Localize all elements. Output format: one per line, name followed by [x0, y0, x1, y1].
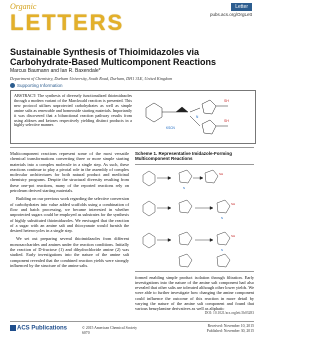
abstract-box: [10, 90, 256, 144]
body-paragraph: formed enabling simple product isolation through filtration. Early investigations into the nature of the amine salt component had also revealed that other salts are tolerated although other lower yields. We were able to further investigate how changing the amine component could influence the outcome of this reaction in more detail by varying the nature of the amine salt component and found that various benzylamine derivatives as well as aliphatic: [135, 274, 255, 312]
svg-text:SH: SH: [219, 171, 224, 176]
abstract-graphic: [136, 94, 252, 140]
svg-text:SH: SH: [224, 99, 229, 103]
doi-link[interactable]: DOI: 10.1021/acs.orglett.5b03283: [204, 311, 254, 315]
publisher-name: ACS Publications: [17, 325, 68, 332]
svg-text:SH: SH: [231, 201, 236, 206]
author-affiliation: Department of Chemistry, Durham University, South Road, Durham, DH1 3LE, United Kingdom: [10, 76, 173, 81]
svg-text:KSCN: KSCN: [166, 126, 175, 130]
svg-text:N: N: [221, 215, 224, 220]
received-date: Received: November 10, 2015: [207, 324, 254, 328]
published-date: Published: November 30, 2015: [206, 328, 254, 333]
svg-text:N: N: [221, 247, 224, 252]
acs-logo-icon: [10, 325, 16, 331]
article-authors: Marcus Baumann and Ian R. Baxendale*: [10, 68, 101, 74]
article-type-badge: Letter: [231, 3, 252, 11]
received-dates: [207, 324, 254, 333]
svg-text:N: N: [183, 185, 186, 190]
body-left-column: [10, 151, 129, 271]
svg-text:N: N: [196, 115, 199, 119]
article-title: Sustainable Synthesis of Thioimidazoles via Carbohydrate-Based Multicomponent Reactions: [10, 47, 217, 67]
footer-divider: [10, 321, 254, 322]
body-right-column: [135, 151, 254, 312]
body-paragraph: Multicomponent reactions represent some of the most versatile chemical transformations converting three or more simple starting materials into a complex molecule in a single step. As such, these reactions continue to play a pivotal role in the assembly of complex molecular architectures for both natural product and medicinal chemistry programs. Despite the structural diversity resulting from these one-pot reactions, many of the reported reactions rely on petroleum derived starting materials.: [10, 151, 129, 194]
supporting-info-link[interactable]: [10, 83, 63, 88]
journal-logo: LETTERS: [10, 10, 125, 35]
scheme-figure: [135, 164, 254, 272]
info-icon: [10, 83, 15, 88]
body-paragraph: Building on our previous work regarding the selective conversion of carbohydrates into value added scaffolds using a combination of flow and batch processing, we became interested in whether unprotected sugars could be employed as substrates for the synthesis of highly substituted thioimidazoles. We envisaged that the reaction of a sugar with an amine salt and thiocyanate would furnish the desired heterocycles in a single step.: [10, 196, 129, 234]
page-number: 6070: [82, 331, 90, 335]
journal-logo-small: Organic: [10, 2, 37, 11]
publisher-logo: [10, 325, 67, 332]
section-divider: [10, 147, 254, 148]
svg-text:SH: SH: [231, 233, 236, 238]
scheme-caption: Scheme 1. Representative Imidazole-Forming Multicomponent Reactions: [135, 151, 233, 162]
copyright: © 2015 American Chemical Society: [82, 326, 137, 330]
abstract-text: ABSTRACT: The synthesis of diversely functionalized thioimidazoles through a modern variant of the Marckwald reaction is presented. This new protocol utilizes unprotected carbohydrates as well as simple amine salts as renewable and homeoxide starting materials. Importantly it was discovered that a bifunctional reaction pathway results from using aldoses and ketoses respectively yielding distinct products in a highly selective manner.: [14, 93, 132, 128]
scheme-graphic: [135, 165, 254, 271]
body-paragraph: We set out preparing several thioimidazoles from different monosaccharides and amines under the reaction conditions. Initially the reaction of D-fructose (1) and dihydrochloride amine (2) was studied. Early investigations into the nature of the amine salt component revealed that the combined reaction yields were strongly influenced by the structure of the amine salts.: [10, 236, 129, 268]
page-footer: [10, 311, 254, 335]
svg-text:SH: SH: [224, 119, 229, 123]
journal-header: [0, 0, 264, 42]
journal-url[interactable]: pubs.acs.org/OrgLett: [209, 12, 252, 17]
supporting-info-label: Supporting Information: [17, 83, 63, 88]
